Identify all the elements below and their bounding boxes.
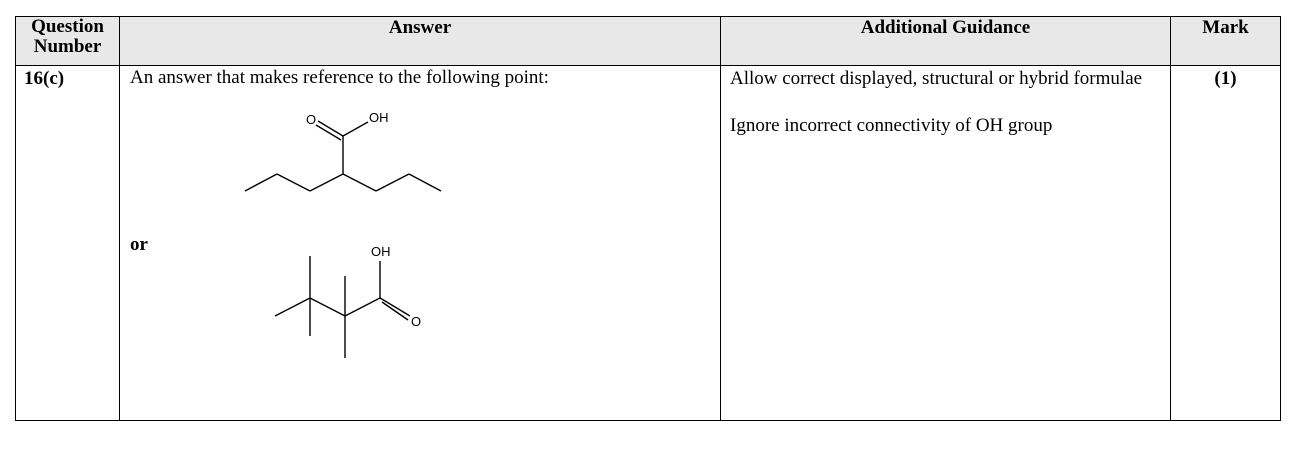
guidance-allow: Allow correct displayed, structural or hybrid formulae xyxy=(730,68,1143,89)
header-question-number xyxy=(16,17,120,66)
header-additional-guidance: Additional Guidance xyxy=(721,17,1171,66)
header-row xyxy=(16,17,1281,66)
guidance-ignore: Ignore incorrect connectivity of OH group xyxy=(730,115,1053,136)
structure-1-hydroxyl-label: OH xyxy=(369,110,389,125)
answer-intro: An answer that makes reference to the following point: xyxy=(130,67,549,88)
mark-cell: (1) xyxy=(1171,66,1281,421)
answer-cell xyxy=(120,66,721,421)
structure-2-hydroxyl-label: OH xyxy=(371,244,391,259)
structure-2-skeletal-formula xyxy=(265,226,440,366)
structure-1-oxygen-label: O xyxy=(306,112,317,127)
or-label: or xyxy=(130,234,148,255)
structure-1-skeletal-formula xyxy=(235,106,450,211)
header-mark: Mark xyxy=(1171,17,1281,66)
header-question-number-line1: Question xyxy=(31,16,104,37)
guidance-cell xyxy=(721,66,1171,421)
header-question-number-line2: Number xyxy=(33,36,102,57)
mark-scheme-table xyxy=(15,16,1281,421)
question-number-cell: 16(c) xyxy=(16,66,120,421)
header-answer: Answer xyxy=(120,17,721,66)
answer-row xyxy=(16,66,1281,421)
structure-2-oxygen-label: O xyxy=(411,314,422,329)
